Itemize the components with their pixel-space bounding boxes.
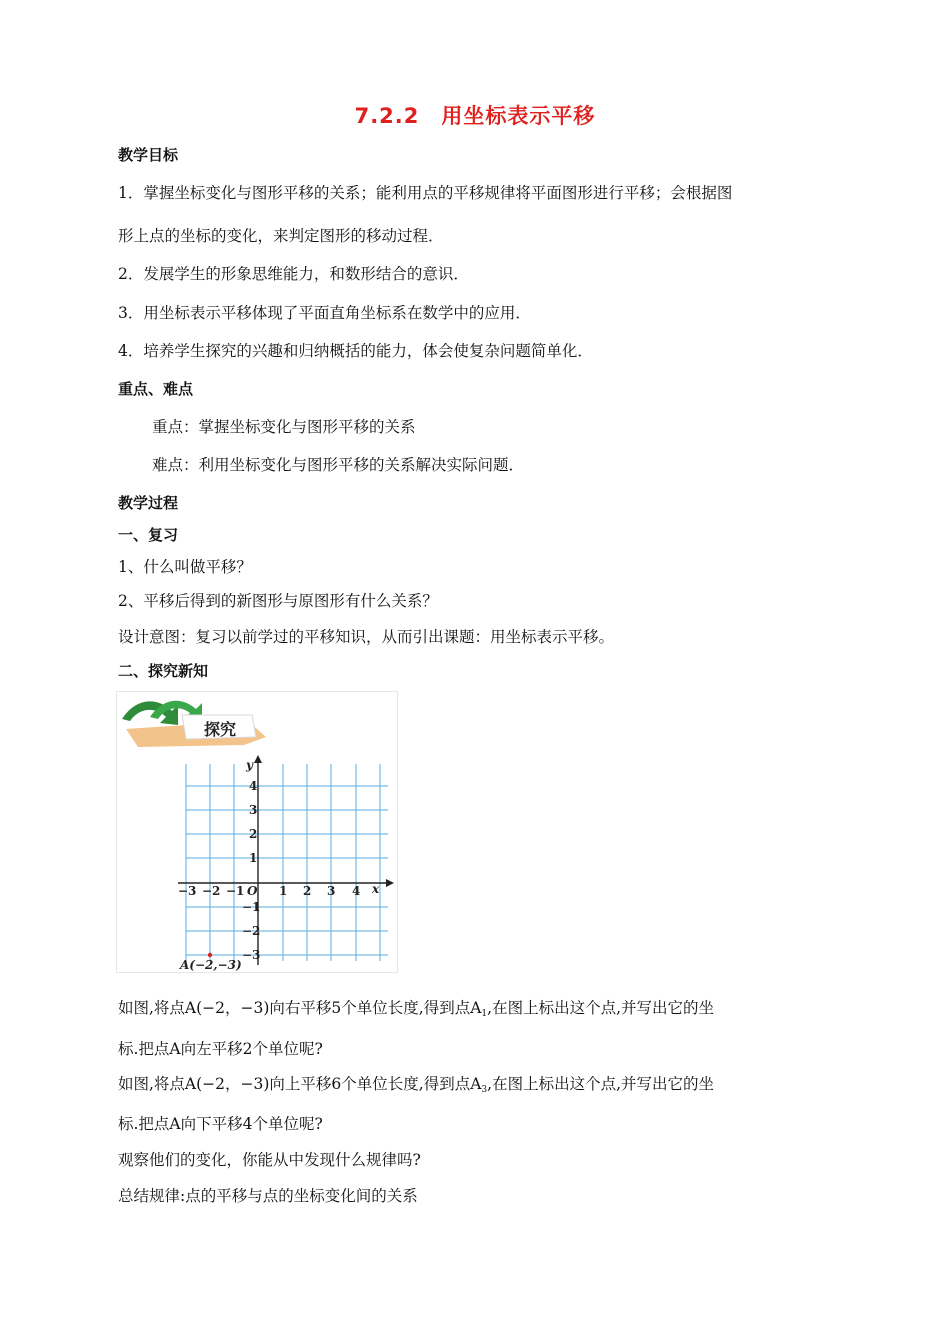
objective-1-line-2: 形上点的坐标的变化，来判定图形的移动过程． (118, 227, 444, 245)
objective-2: 2．发展学生的形象思维能力，和数形结合的意识． (118, 265, 469, 283)
x-axis-label: x (372, 882, 380, 896)
observe-question: 观察他们的变化，你能从中发现什么规律吗? (118, 1151, 421, 1169)
question-1-line-2: 标.把点A向左平移2个单位呢? (118, 1040, 323, 1058)
y-tick-label: 4 (249, 779, 258, 793)
design-intent: 设计意图：复习以前学过的平移知识，从而引出课题：用坐标表示平移。 (118, 628, 615, 646)
y-tick-label: 2 (249, 827, 258, 841)
x-tick-label: 1 (279, 884, 288, 898)
y-tick-label: −3 (242, 948, 261, 962)
review-question-1: 1、什么叫做平移？ (118, 558, 252, 576)
objectives-heading: 教学目标 (118, 146, 179, 164)
y-tick-label: 1 (249, 851, 258, 865)
review-question-2: 2、平移后得到的新图形与原图形有什么关系？ (118, 592, 438, 610)
coordinate-figure (116, 691, 398, 973)
x-tick-label: 4 (352, 884, 361, 898)
point-a-label: A(−2,−3) (180, 958, 242, 972)
page-title: 7.2.2 用坐标表示平移 (354, 104, 596, 128)
y-axis-label: y (246, 758, 253, 772)
x-tick-label: 2 (303, 884, 312, 898)
x-tick-label: −1 (226, 884, 245, 898)
focus-text: 重点：掌握坐标变化与图形平移的关系 (152, 418, 416, 436)
question-2-line-1: 如图,将点A(−2，−3)向上平移6个单位长度,得到点$A_3$,在图上标出这个点,并写出它的坐 (118, 1075, 714, 1095)
question-2-line-2: 标.把点A向下平移4个单位呢? (118, 1115, 323, 1133)
y-tick-label: −1 (242, 900, 261, 914)
y-tick-label: −2 (242, 924, 261, 938)
summary-text: 总结规律:点的平移与点的坐标变化间的关系 (118, 1187, 418, 1205)
x-tick-label: 3 (327, 884, 336, 898)
review-heading: 一、复习 (118, 526, 179, 544)
objective-3: 3．用坐标表示平移体现了平面直角坐标系在数学中的应用． (118, 304, 531, 322)
x-tick-label: −3 (178, 884, 197, 898)
process-heading: 教学过程 (118, 494, 179, 512)
objective-4: 4．培养学生探究的兴趣和归纳概括的能力，体会使复杂问题简单化． (118, 342, 593, 360)
explore-heading: 二、探究新知 (118, 662, 209, 680)
point-a (208, 953, 212, 957)
objective-1-line-1: 1．掌握坐标变化与图形平移的关系；能利用点的平移规律将平面图形进行平移；会根据图 (118, 184, 733, 202)
key-points-heading: 重点、难点 (118, 380, 194, 398)
origin-label: O (247, 884, 258, 898)
question-1-line-1: 如图,将点A(−2，−3)向右平移5个单位长度,得到点$A_1$,在图上标出这个点,并写出它的坐 (118, 999, 714, 1019)
x-tick-label: −2 (202, 884, 221, 898)
y-tick-label: 3 (249, 803, 258, 817)
difficulty-text: 难点：利用坐标变化与图形平移的关系解决实际问题． (152, 456, 525, 474)
explore-banner-label: 探究 (203, 720, 237, 739)
